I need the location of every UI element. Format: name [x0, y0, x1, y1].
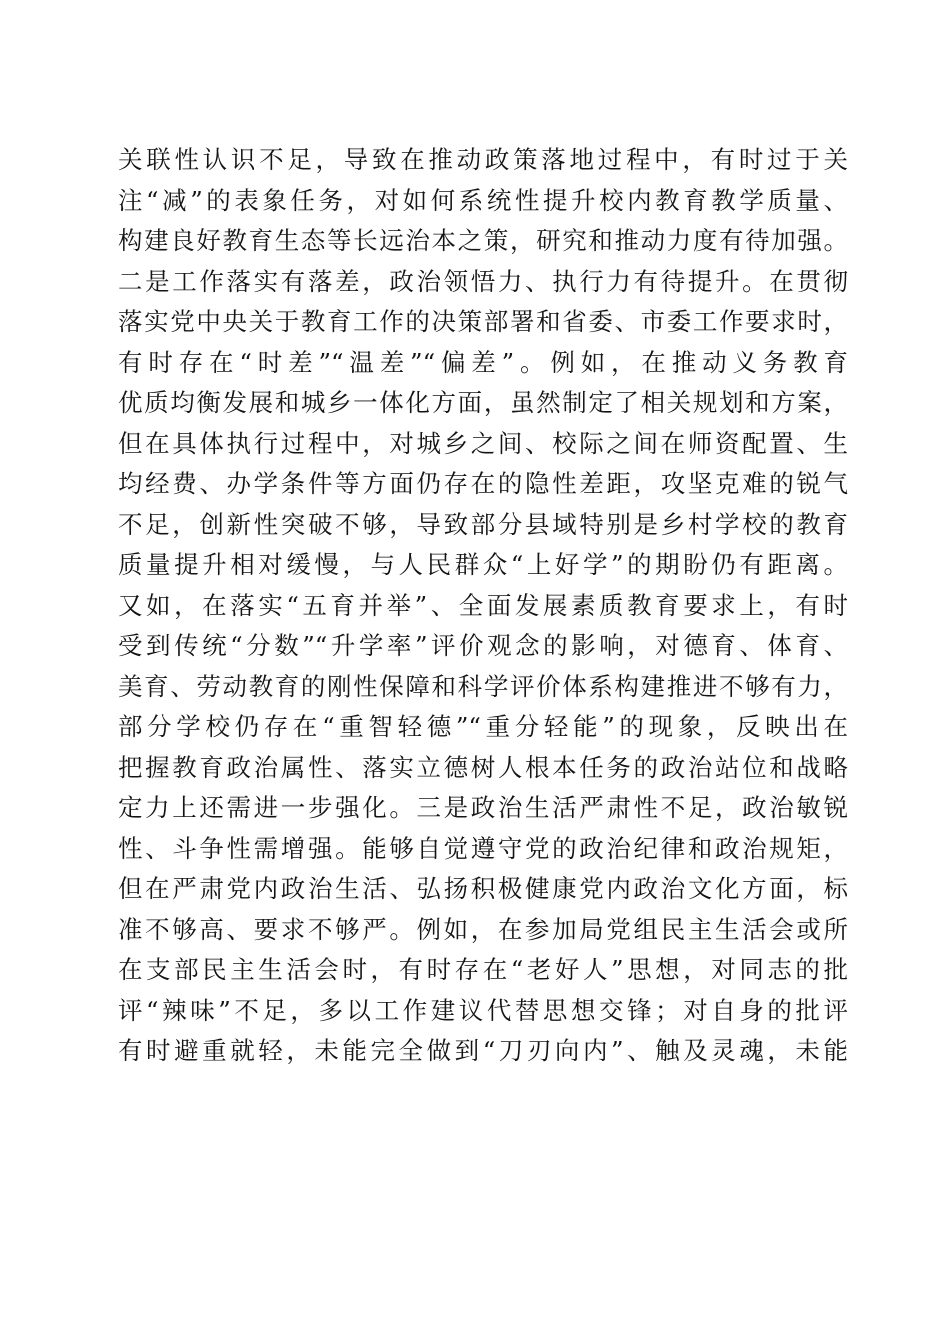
- text-line: 定力上还需进一步强化。三是政治生活严肃性不足，政治敏锐: [118, 793, 848, 822]
- text-line: 在支部民主生活会时，有时存在“老好人”思想，对同志的批: [118, 955, 848, 984]
- text-line: 构建良好教育生态等长远治本之策，研究和推动力度有待加强。: [118, 226, 848, 255]
- text-line: 性、斗争性需增强。能够自觉遵守党的政治纪律和政治规矩，: [118, 833, 848, 863]
- text-line: 优质均衡发展和城乡一体化方面，虽然制定了相关规划和方案，: [118, 388, 848, 417]
- body-text: [118, 140, 848, 1072]
- text-line: 准不够高、要求不够严。例如，在参加局党组民主生活会或所: [118, 914, 848, 944]
- text-line: 受到传统“分数”“升学率”评价观念的影响，对德育、体育、: [118, 631, 848, 660]
- text-line: 评“辣味”不足，多以工作建议代替思想交锋；对自身的批评: [118, 995, 848, 1025]
- text-line: 注“减”的表象任务，对如何系统性提升校内教育教学质量、: [118, 185, 848, 215]
- text-line: 有时避重就轻，未能完全做到“刀刃向内”、触及灵魂，未能: [118, 1036, 848, 1065]
- text-line: 不足，创新性突破不够，导致部分县域特别是乡村学校的教育: [118, 509, 848, 539]
- text-line: 但在具体执行过程中，对城乡之间、校际之间在师资配置、生: [118, 428, 848, 458]
- text-line: 美育、劳动教育的刚性保障和科学评价体系构建推进不够有力，: [118, 671, 848, 701]
- text-line: 部分学校仍存在“重智轻德”“重分轻能”的现象，反映出在: [118, 712, 848, 741]
- text-line: 把握教育政治属性、落实立德树人根本任务的政治站位和战略: [118, 752, 848, 782]
- text-line: 质量提升相对缓慢，与人民群众“上好学”的期盼仍有距离。: [118, 550, 848, 579]
- text-line: 二是工作落实有落差，政治领悟力、执行力有待提升。在贯彻: [118, 266, 848, 296]
- text-line: 有时存在“时差”“温差”“偏差”。例如，在推动义务教育: [118, 347, 848, 377]
- text-line: 但在严肃党内政治生活、弘扬积极健康党内政治文化方面，标: [118, 874, 848, 903]
- text-line: 均经费、办学条件等方面仍存在的隐性差距，攻坚克难的锐气: [118, 469, 848, 498]
- text-line: 又如，在落实“五育并举”、全面发展素质教育要求上，有时: [118, 590, 848, 620]
- text-line: 落实党中央关于教育工作的决策部署和省委、市委工作要求时，: [118, 307, 848, 336]
- text-line: 关联性认识不足，导致在推动政策落地过程中，有时过于关: [118, 145, 848, 174]
